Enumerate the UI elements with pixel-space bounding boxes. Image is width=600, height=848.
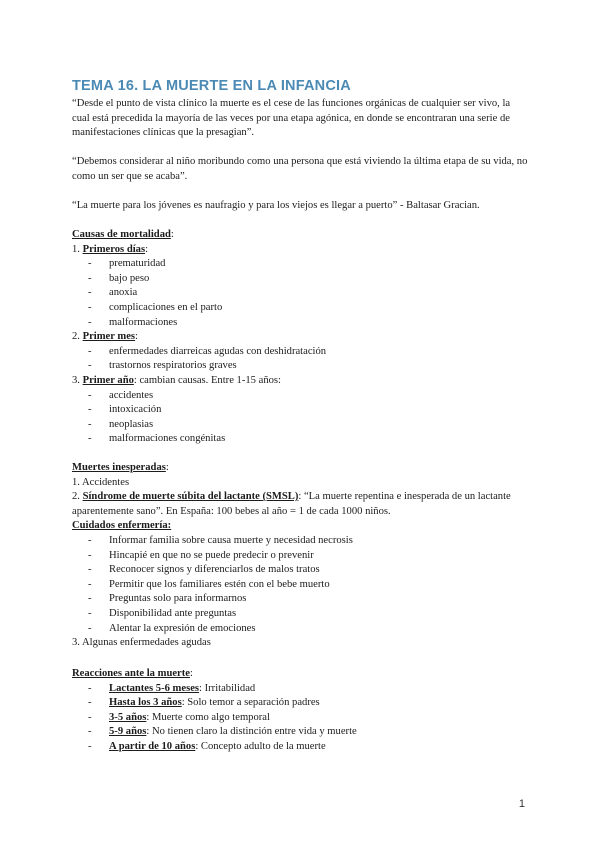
list-item: - anoxia <box>72 286 528 301</box>
list-item: - malformaciones <box>72 316 528 331</box>
heading-suffix: : <box>165 462 169 473</box>
list-item: - Preguntas solo para informarnos <box>72 592 528 607</box>
causas-list-primer-ano <box>72 389 528 447</box>
item-number: 2. <box>72 491 83 503</box>
age-label: A partir de 10 años <box>109 740 196 752</box>
age-label: 3-5 años <box>109 711 147 723</box>
smsl-label: Síndrome de muerte súbita del lactante (SMSL) <box>82 491 299 503</box>
age-label: Hasta los 3 años <box>109 697 182 709</box>
reacciones-list <box>72 682 528 755</box>
quote-dying-child: “Debemos considerar al niño moribundo como una persona que está viviendo la última etapa de su vida, no como un ser que se acaba”. <box>72 156 528 182</box>
group-suffix: : <box>135 331 138 343</box>
list-item: - Informar familia sobre causa muerte y necesidad necrosis <box>72 534 528 549</box>
list-item: - enfermedades diarreicas agudas con deshidratación <box>72 345 528 360</box>
group-suffix: : cambian causas. Entre 1-15 años: <box>133 374 281 386</box>
causas-group-header <box>72 330 528 345</box>
reaction-text: : Irritabilidad <box>199 682 256 694</box>
cuidados-list <box>72 534 528 636</box>
age-label: 5-9 años <box>109 726 147 738</box>
smsl-text: : “La muerte repentina e inesperada de un lactante aparentemente sano”. En España: 100 bebes al año = 1 de cada 1000 niños. <box>72 491 511 517</box>
causas-group-header <box>72 243 528 258</box>
heading-suffix: : <box>170 229 174 240</box>
group-number: 1. <box>72 243 83 255</box>
causas-group-header <box>72 374 528 389</box>
reaction-text: : No tienen claro la distinción entre vida y muerte <box>146 726 357 738</box>
group-label: Primer mes <box>82 331 136 343</box>
section-muertes-inesperadas <box>72 461 528 651</box>
causas-list-primer-mes <box>72 345 528 374</box>
group-label: Primeros días <box>82 243 146 255</box>
list-item <box>72 682 528 697</box>
list-item: - trastornos respiratorios graves <box>72 359 528 374</box>
quote-baltasar-gracian: “La muerte para los jóvenes es naufragio y para los viejos es llegar a puerto” - Baltasar Gracian. <box>72 200 480 211</box>
group-suffix: : <box>145 243 149 255</box>
section-causas-mortalidad <box>72 228 528 447</box>
list-item: - accidentes <box>72 389 528 404</box>
group-number: 2. <box>72 331 83 343</box>
list-item: - bajo peso <box>72 272 528 287</box>
heading-suffix: : <box>189 668 193 679</box>
list-item: - Alentar la expresión de emociones <box>72 622 528 637</box>
group-label: Primer año <box>82 374 134 386</box>
page-title: TEMA 16. LA MUERTE EN LA INFANCIA <box>72 78 351 94</box>
list-item <box>72 740 528 755</box>
list-item: - prematuridad <box>72 257 528 272</box>
age-label: Lactantes 5-6 meses <box>109 682 200 694</box>
section-heading <box>72 667 528 682</box>
reaction-text: : Concepto adulto de la muerte <box>195 740 326 752</box>
heading-reacciones: Reacciones ante la muerte <box>72 668 190 679</box>
cuidados-heading <box>72 519 528 534</box>
list-item <box>72 711 528 726</box>
muertes-item-accidentes: 1. Accidentes <box>72 476 130 488</box>
heading-muertes: Muertes inesperadas <box>72 462 166 473</box>
list-item <box>72 725 528 740</box>
reaction-text: : Muerte como algo temporal <box>146 711 270 723</box>
muertes-item-smsl <box>72 490 528 519</box>
quote-clinical-definition: “Desde el punto de vista clínico la muerte es el cese de las funciones orgánicas de cualquier ser vivo, la cual está precedida la mayoría de las veces por una etapa agónica, en donde se encontraran una serie de manifestaciones clínicas que la presagian”. <box>72 98 511 139</box>
list-item: - neoplasias <box>72 418 528 433</box>
list-item <box>72 696 528 711</box>
cuidados-heading-text: Cuidados enfermería: <box>72 520 172 532</box>
heading-causas: Causas de mortalidad <box>72 229 171 240</box>
page-number: 1 <box>518 798 525 810</box>
causas-list-primeros-dias <box>72 257 528 330</box>
list-item: - intoxicación <box>72 403 528 418</box>
list-item: - complicaciones en el parto <box>72 301 528 316</box>
group-number: 3. <box>72 374 83 386</box>
list-item: - Reconocer signos y diferenciarlos de malos tratos <box>72 563 528 578</box>
list-item: - Disponibilidad ante preguntas <box>72 607 528 622</box>
list-item: - malformaciones congénitas <box>72 432 528 447</box>
list-item: - Permitir que los familiares estén con el bebe muerto <box>72 578 528 593</box>
section-reacciones <box>72 667 528 755</box>
muertes-item-enfermedades: 3. Algunas enfermedades agudas <box>72 637 211 649</box>
section-heading <box>72 461 528 476</box>
section-heading <box>72 228 528 243</box>
reaction-text: : Solo temor a separación padres <box>181 697 320 709</box>
list-item: - Hincapié en que no se puede predecir o prevenir <box>72 549 528 564</box>
